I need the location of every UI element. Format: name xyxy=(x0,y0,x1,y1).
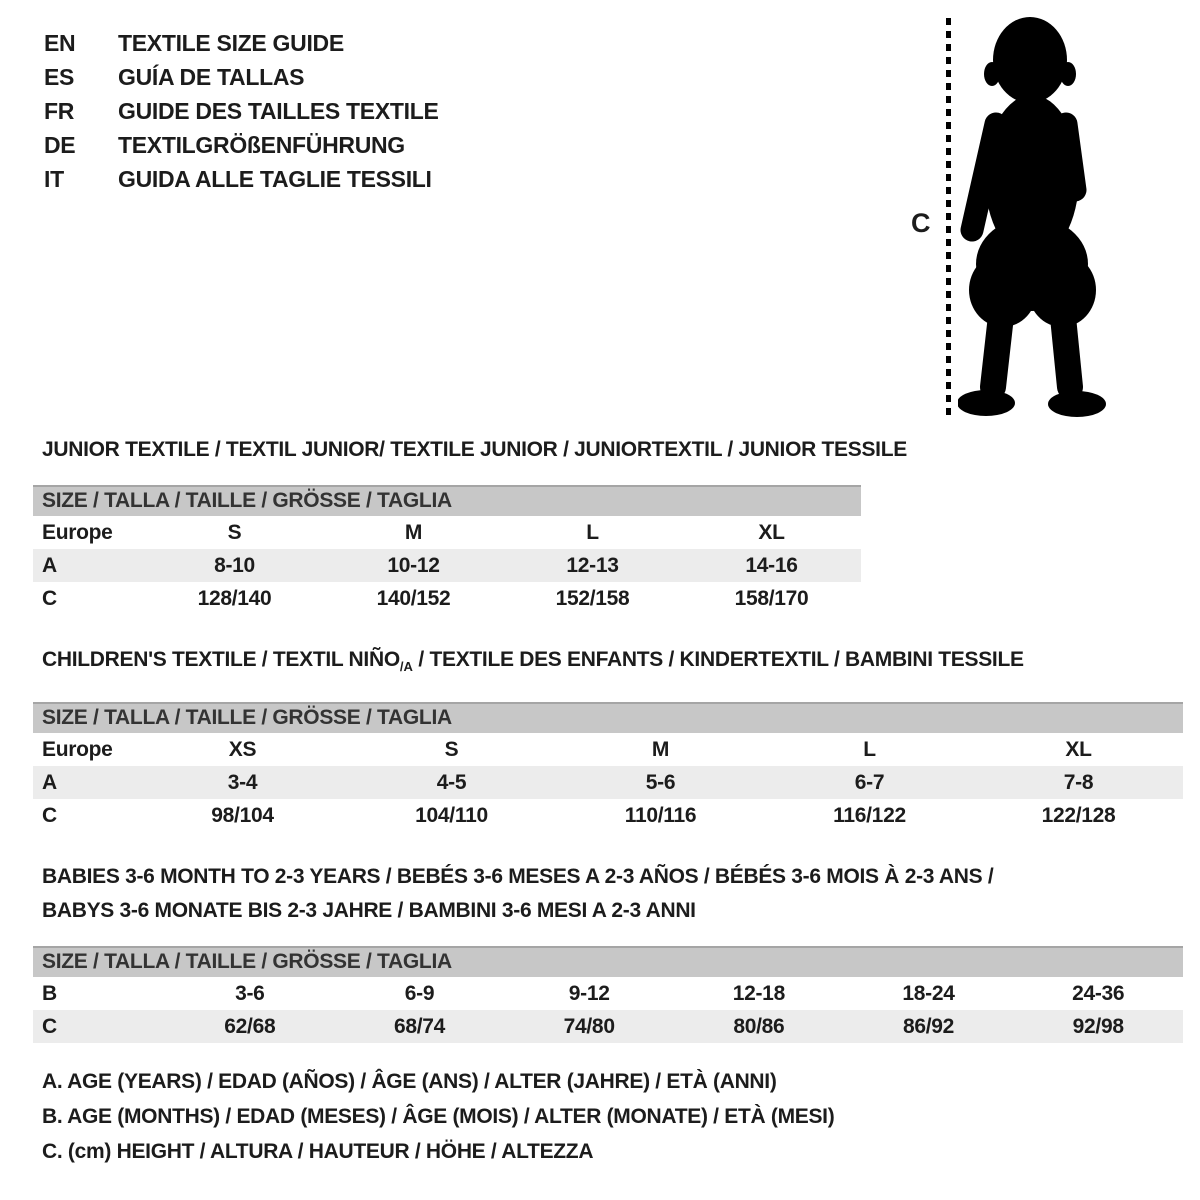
cell: 68/74 xyxy=(393,1014,446,1038)
cell: 110/116 xyxy=(624,803,697,827)
section-junior xyxy=(33,433,1183,615)
cell: 12-18 xyxy=(732,981,785,1005)
cell: 92/98 xyxy=(1072,1014,1124,1038)
cell: 104/110 xyxy=(415,803,488,827)
cell: XS xyxy=(228,737,257,761)
section-children xyxy=(33,643,1183,832)
cell: 152/158 xyxy=(555,586,630,610)
legend-line-a: A. AGE (YEARS) / EDAD (AÑOS) / ÂGE (ANS) / ALTER (JAHRE) / ETÀ (ANNI) xyxy=(42,1070,777,1093)
size-tables xyxy=(33,433,1183,1043)
children-heading-line-1 xyxy=(42,643,1183,684)
cell: 74/80 xyxy=(563,1014,615,1038)
children-size-header: SIZE / TALLA / TAILLE / GRÖSSE / TAGLIA xyxy=(33,702,1183,733)
row-label: A xyxy=(42,553,57,577)
cell: 116/122 xyxy=(833,803,906,827)
language-code: DE xyxy=(44,131,76,158)
row-label: Europe xyxy=(42,737,113,761)
row-label: B xyxy=(42,981,57,1005)
cell: S xyxy=(444,737,459,761)
babies-row-b xyxy=(33,977,1183,1010)
legend xyxy=(42,1064,834,1169)
height-measure-label: C xyxy=(911,208,931,238)
height-measure-dashed-line xyxy=(946,18,951,418)
language-code: EN xyxy=(44,29,76,56)
language-row-fr xyxy=(44,94,439,128)
heading-text: BABIES 3-6 MONTH TO 2-3 YEARS / BEBÉS 3-6 MESES A 2-3 AÑOS / BÉBÉS 3-6 MOIS À 2-3 ANS / xyxy=(42,865,994,888)
cell: 3-6 xyxy=(235,981,265,1005)
guide-title-es: GUÍA DE TALLAS xyxy=(118,63,305,90)
heading-text: / TEXTILE DES ENFANTS / KINDERTEXTIL / BAMBINI TESSILE xyxy=(412,648,1024,671)
language-row-en xyxy=(44,26,439,60)
language-code: FR xyxy=(44,97,75,124)
babies-heading-line-2 xyxy=(42,894,1183,928)
language-code: ES xyxy=(44,63,75,90)
cell: 6-9 xyxy=(404,981,435,1005)
children-row-europe xyxy=(33,733,1183,766)
row-label: C xyxy=(42,803,57,827)
cell: 7-8 xyxy=(1063,770,1094,794)
cell: 98/104 xyxy=(211,803,274,827)
cell: M xyxy=(404,520,423,544)
children-row-a xyxy=(33,766,1183,799)
section-babies xyxy=(33,860,1183,1043)
babies-heading-line-1 xyxy=(42,860,1183,894)
cell: 6-7 xyxy=(854,770,885,794)
guide-title-it: GUIDA ALLE TAGLIE TESSILI xyxy=(118,165,432,192)
cell: 14-16 xyxy=(745,553,798,577)
cell: L xyxy=(863,737,876,761)
toddler-silhouette-icon xyxy=(958,12,1138,422)
cell: 140/152 xyxy=(376,586,451,610)
heading-subscript: /A xyxy=(399,659,413,674)
row-label: Europe xyxy=(42,520,113,544)
legend-line-c: C. (cm) HEIGHT / ALTURA / HAUTEUR / HÖHE / ALTEZZA xyxy=(42,1140,594,1163)
heading-text: CHILDREN'S TEXTILE / TEXTIL NIÑO xyxy=(42,648,400,671)
heading-text: JUNIOR TEXTILE / TEXTIL JUNIOR/ TEXTILE JUNIOR / JUNIORTEXTIL / JUNIOR TESSILE xyxy=(42,438,907,461)
cell: 10-12 xyxy=(387,553,440,577)
junior-size-header: SIZE / TALLA / TAILLE / GRÖSSE / TAGLIA xyxy=(33,485,861,516)
babies-size-header: SIZE / TALLA / TAILLE / GRÖSSE / TAGLIA xyxy=(33,946,1183,977)
junior-row-europe xyxy=(33,516,861,549)
cell: S xyxy=(227,520,242,544)
language-code: IT xyxy=(44,165,64,192)
cell: 86/92 xyxy=(902,1014,955,1038)
cell: 12-13 xyxy=(566,553,619,577)
guide-title-en: TEXTILE SIZE GUIDE xyxy=(118,29,344,56)
cell: 9-12 xyxy=(568,981,610,1005)
junior-heading-line-1 xyxy=(42,433,1183,467)
cell: 18-24 xyxy=(902,981,955,1005)
cell: 128/140 xyxy=(197,586,272,610)
cell: 5-6 xyxy=(645,770,676,794)
junior-row-c xyxy=(33,582,861,615)
heading-text: BABYS 3-6 MONATE BIS 2-3 JAHRE / BAMBINI 3-6 MESI A 2-3 ANNI xyxy=(42,899,696,922)
children-row-c xyxy=(33,799,1183,832)
cell: 122/128 xyxy=(1041,803,1116,827)
cell: 62/68 xyxy=(224,1014,276,1038)
cell: 158/170 xyxy=(734,586,809,610)
legend-line-b: B. AGE (MONTHS) / EDAD (MESES) / ÂGE (MOIS) / ALTER (MONATE) / ETÀ (MESI) xyxy=(42,1105,835,1128)
language-row-es xyxy=(44,60,439,94)
guide-title-de: TEXTILGRÖßENFÜHRUNG xyxy=(118,131,405,158)
cell: XL xyxy=(1065,737,1092,761)
cell: M xyxy=(651,737,670,761)
language-row-it xyxy=(44,162,439,196)
cell: L xyxy=(586,520,599,544)
language-title-list xyxy=(44,26,439,196)
babies-row-c xyxy=(33,1010,1183,1043)
cell: 4-5 xyxy=(436,770,467,794)
row-label: A xyxy=(42,770,57,794)
cell: 3-4 xyxy=(227,770,258,794)
cell: 8-10 xyxy=(214,553,255,577)
cell: 24-36 xyxy=(1072,981,1125,1005)
cell: XL xyxy=(758,520,785,544)
guide-title-fr: GUIDE DES TAILLES TEXTILE xyxy=(118,97,439,124)
row-label: C xyxy=(42,1014,57,1038)
row-label: C xyxy=(42,586,57,610)
language-row-de xyxy=(44,128,439,162)
junior-row-a xyxy=(33,549,861,582)
cell: 80/86 xyxy=(733,1014,785,1038)
